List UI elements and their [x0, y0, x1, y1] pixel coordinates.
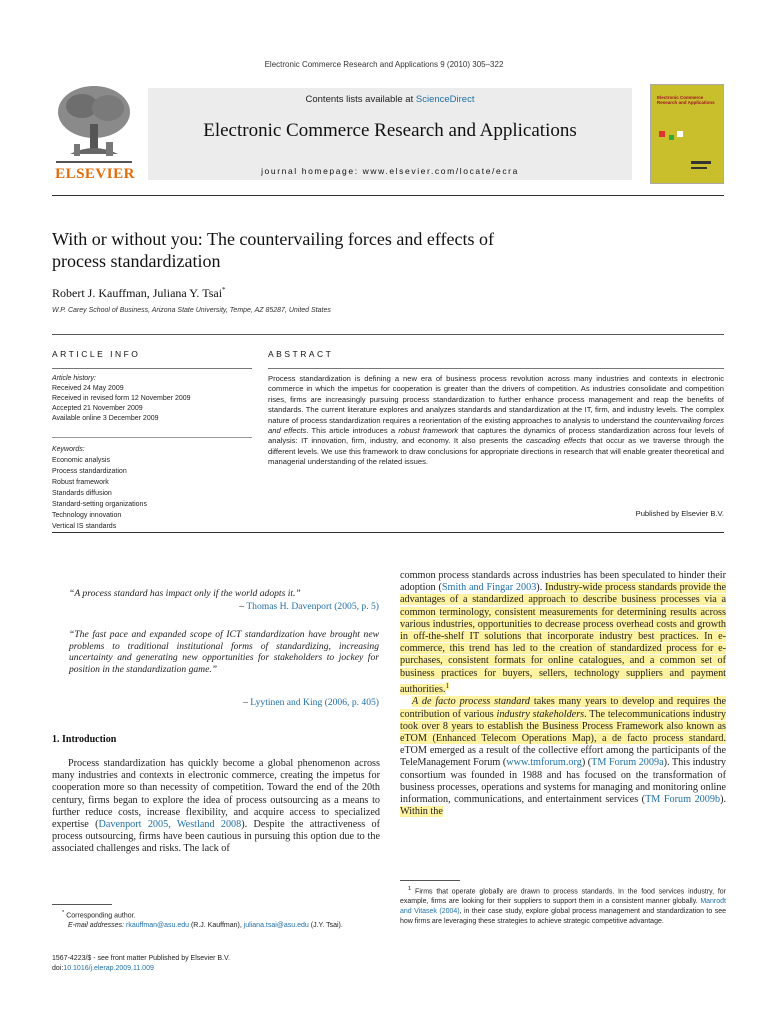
email-line: [52, 921, 380, 931]
article-title: [52, 228, 612, 272]
corr-mark: *: [62, 910, 65, 916]
footnote-rule: [52, 904, 112, 905]
front-matter-rule: [52, 532, 724, 533]
keyword-item: Vertical IS standards: [52, 523, 117, 530]
body-seg: common process standards across industries has been speculated to hinder their adoption (: [400, 570, 726, 594]
email-label: E-mail addresses:: [68, 922, 125, 930]
article-info-heading: ARTICLE INFO: [52, 349, 141, 359]
keywords-label: Keywords:: [52, 446, 85, 453]
corresponding-author-footnote: [52, 908, 380, 931]
doi-prefix: doi:: [52, 965, 64, 972]
keywords-rule: [52, 437, 252, 438]
homepage-link[interactable]: www.elsevier.com/locate/ecra: [362, 166, 519, 176]
contents-prefix: Contents lists available at: [305, 94, 416, 105]
history-item: Accepted 21 November 2009: [52, 405, 143, 412]
body-seg: takes many years to develop and requires the contribution of various: [400, 696, 726, 720]
smith-fingar-citation-link[interactable]: Smith and Fingar 2003: [441, 582, 537, 594]
right-paragraph-1: [400, 570, 726, 696]
abstract-seg: Process standardization is defining a new era of business process revolution across many industries and contexts in electronic commerce in which the impetus for cooperation is greater than the drivers of competition. As industries consolidate and competition rises, firms are increasingly pursuing process standardization to further enhance process management and reap the benefits of standards. The current literature explores and analyzes standards and standardization at the IT, firm, and industry levels. The complex nature of process standardization requires a reorientation of the existing approaches to analysis to understand the: [268, 374, 724, 425]
tm-forum-2009b-citation-link[interactable]: TM Forum 2009b: [645, 794, 721, 806]
introduction-paragraph: [52, 758, 380, 856]
abstract-emphasis: robust framework: [398, 426, 459, 436]
lyytinen-citation-link[interactable]: Lyytinen and King (2006, p. 405): [250, 697, 379, 708]
elsevier-wordmark: ELSEVIER: [55, 166, 135, 182]
keyword-item: Standards diffusion: [52, 490, 112, 497]
abstract-seg: that captures the dynamics of process standardization across four levels of analysis: IT innovation, firm, industry, and economy. It also presents the: [268, 426, 724, 446]
footnote-number: 1: [408, 886, 412, 892]
footnote-rule: [400, 880, 460, 881]
abstract-heading: ABSTRACT: [268, 349, 334, 359]
author-list: [52, 286, 226, 301]
cover-art-icon: [651, 85, 723, 183]
article-history: [52, 374, 252, 424]
email-owner: (R.J. Kauffman),: [189, 922, 244, 930]
keyword-item: Process standardization: [52, 468, 127, 475]
contents-line: [148, 94, 632, 105]
journal-cover-thumbnail: [650, 84, 724, 184]
abstract-seg: . This article introduces a: [306, 426, 399, 436]
davenport-citation-link[interactable]: Thomas H. Davenport (2005, p. 5): [246, 601, 379, 612]
authors-names: Robert J. Kauffman, Juliana Y. Tsai: [52, 286, 223, 300]
section-rule: [52, 334, 724, 335]
body-emphasis: industry stakeholders: [496, 708, 585, 720]
epigraph-1-attribution: [69, 601, 379, 612]
tmforum-url-link[interactable]: www.tmforum.org: [506, 757, 582, 769]
body-seg: ).: [536, 582, 546, 594]
keyword-item: Robust framework: [52, 479, 109, 486]
highlighted-passage[interactable]: Within the: [400, 806, 443, 818]
davenport-westland-citation-link[interactable]: Davenport 2005, Westland 2008: [98, 819, 242, 831]
abstract-emphasis: cascading effects: [526, 436, 587, 446]
manrodt-vitasek-citation-link[interactable]: Manrodt and Vitasek (2004): [400, 898, 726, 916]
article-info-rule: [52, 368, 252, 369]
right-column-text: [400, 570, 726, 818]
footnote-seg: Firms that operate globally are drawn to process standards. In the food services industry, for example, firms are looking for their suppliers to support them in a consistent manner globally.: [400, 888, 726, 906]
journal-title: Electronic Commerce Research and Applications: [203, 120, 577, 141]
title-line-1: With or without you: The countervailing forces and effects of: [52, 229, 494, 249]
keyword-item: Economic analysis: [52, 457, 110, 464]
abstract-emphasis: countervailing forces and effects: [268, 415, 724, 436]
history-item: Available online 3 December 2009: [52, 415, 159, 422]
title-line-2: process standardization: [52, 251, 221, 271]
body-seg: ).: [720, 794, 727, 806]
body-seg: eTOM emerged as a result of the collective effort among the participants of the TeleManagement Forum (: [400, 745, 726, 769]
footnote-1: [400, 884, 726, 927]
cover-title: Electronic Commerce Research and Applications: [657, 95, 715, 106]
attr-dash: –: [239, 601, 247, 612]
journal-banner: [148, 88, 632, 180]
highlighted-passage[interactable]: [400, 696, 726, 744]
corr-text: Corresponding author.: [66, 912, 136, 920]
abstract-seg: that occur as we traverse through the different levels. We use this framework to draw conclusions for appropriate directions in research that will enable greater theoretical and managerial understanding of the related issues.: [268, 436, 724, 467]
abstract-text: [268, 374, 724, 468]
homepage-prefix: journal homepage:: [261, 166, 363, 176]
body-seg: ) (: [581, 757, 592, 769]
issn-line: 1567-4223/$ - see front matter Published by Elsevier B.V.: [52, 955, 230, 962]
footnote-1-mark[interactable]: 1: [445, 681, 450, 690]
abstract-rule: [268, 368, 724, 369]
history-item: Received in revised form 12 November 2009: [52, 395, 191, 402]
body-seg: ). Despite the attractiveness of process outsourcing, firms have been cautious in pursuing this option due to the associated challenges and risks. The lack of: [52, 819, 380, 855]
journal-masthead: [52, 82, 724, 190]
elsevier-tree-logo-icon: [52, 82, 136, 182]
author-affiliation: W.P. Carey School of Business, Arizona State University, Tempe, AZ 85287, United States: [52, 307, 331, 314]
issn-doi-block: [52, 954, 230, 974]
corresponding-author-mark[interactable]: *: [222, 286, 226, 294]
corr-line: [52, 908, 380, 921]
keyword-item: Standard-setting organizations: [52, 501, 147, 508]
doi-line: [52, 964, 230, 974]
tm-forum-2009a-citation-link[interactable]: TM Forum 2009a: [591, 757, 664, 769]
right-paragraph-2: [400, 696, 726, 818]
body-seg: ). This industry consortium was founded in 1988 and has focused on the transformation of business processes, operations and systems for managing and monitoring online information, communications, and entertainment services (: [400, 757, 726, 806]
email-tsai-link[interactable]: juliana.tsai@asu.edu: [243, 922, 309, 930]
epigraph-2: “The fast pace and expanded scope of ICT standardization have brought new problems to traditional institutional forms of standardizing, increasing uncertainty and generating new opportunities for stakeholders to jockey for position in the standardization game.”: [69, 629, 379, 675]
journal-homepage: [148, 166, 632, 176]
doi-link[interactable]: 10.1016/j.elerap.2009.11.009: [63, 965, 154, 972]
header-rule: [52, 195, 724, 196]
epigraph-1: “A process standard has impact only if the world adopts it.”: [69, 588, 301, 599]
body-seg: Process standardization has quickly become a global phenomenon across many industries and contexts in electronic commerce, creating the impetus for cooperation more so than necessity of competition. Toward the end of the 20th century, firms began to explore the idea of process outsourcing as a means to further reduce costs, increase flexibility, and acquire access to specialized expertise (: [52, 758, 380, 831]
keyword-item: Technology innovation: [52, 512, 122, 519]
attr-dash: –: [243, 697, 251, 708]
highlighted-passage[interactable]: Industry-wide process standards provide the advantages of a standardized approach to describe business processes via a common terminology, consistent measurements for determining results across various industries, opportunities to decrease process overhead costs and growth in off-the-shelf IT solutions that incorporate industry best practices. In e-commerce, this trend has led to the creation of standardized process for e-purchases, consistent formats for online catalogues, and a common set of business practices for buyers, sellers, technology suppliers and payment authorities.: [400, 582, 727, 696]
keywords-list: [52, 444, 252, 532]
history-item: Received 24 May 2009: [52, 385, 124, 392]
running-head: Electronic Commerce Research and Applications 9 (2010) 305–322: [264, 60, 504, 69]
publisher-line: Published by Elsevier B.V.: [635, 509, 724, 518]
epigraph-2-attribution: [69, 697, 379, 708]
body-seg: . The telecommunications industry took over 8 years to establish the Business Process Framework also known as eTOM (Enhanced Telecom Operations Map), a de facto process standard.: [400, 708, 726, 745]
email-kauffman-link[interactable]: rkauffman@asu.edu: [125, 922, 189, 930]
body-emphasis: A de facto process standard: [412, 696, 531, 708]
history-label: Article history:: [52, 375, 96, 382]
sciencedirect-link[interactable]: ScienceDirect: [415, 94, 475, 105]
introduction-heading: 1. Introduction: [52, 734, 117, 745]
email-owner: (J.Y. Tsai).: [308, 922, 343, 930]
footnote-seg: , in their case study, explore global process management and standardization to see how firms are leveraging these strategies to achieve strategic competitive advantage.: [400, 908, 726, 926]
